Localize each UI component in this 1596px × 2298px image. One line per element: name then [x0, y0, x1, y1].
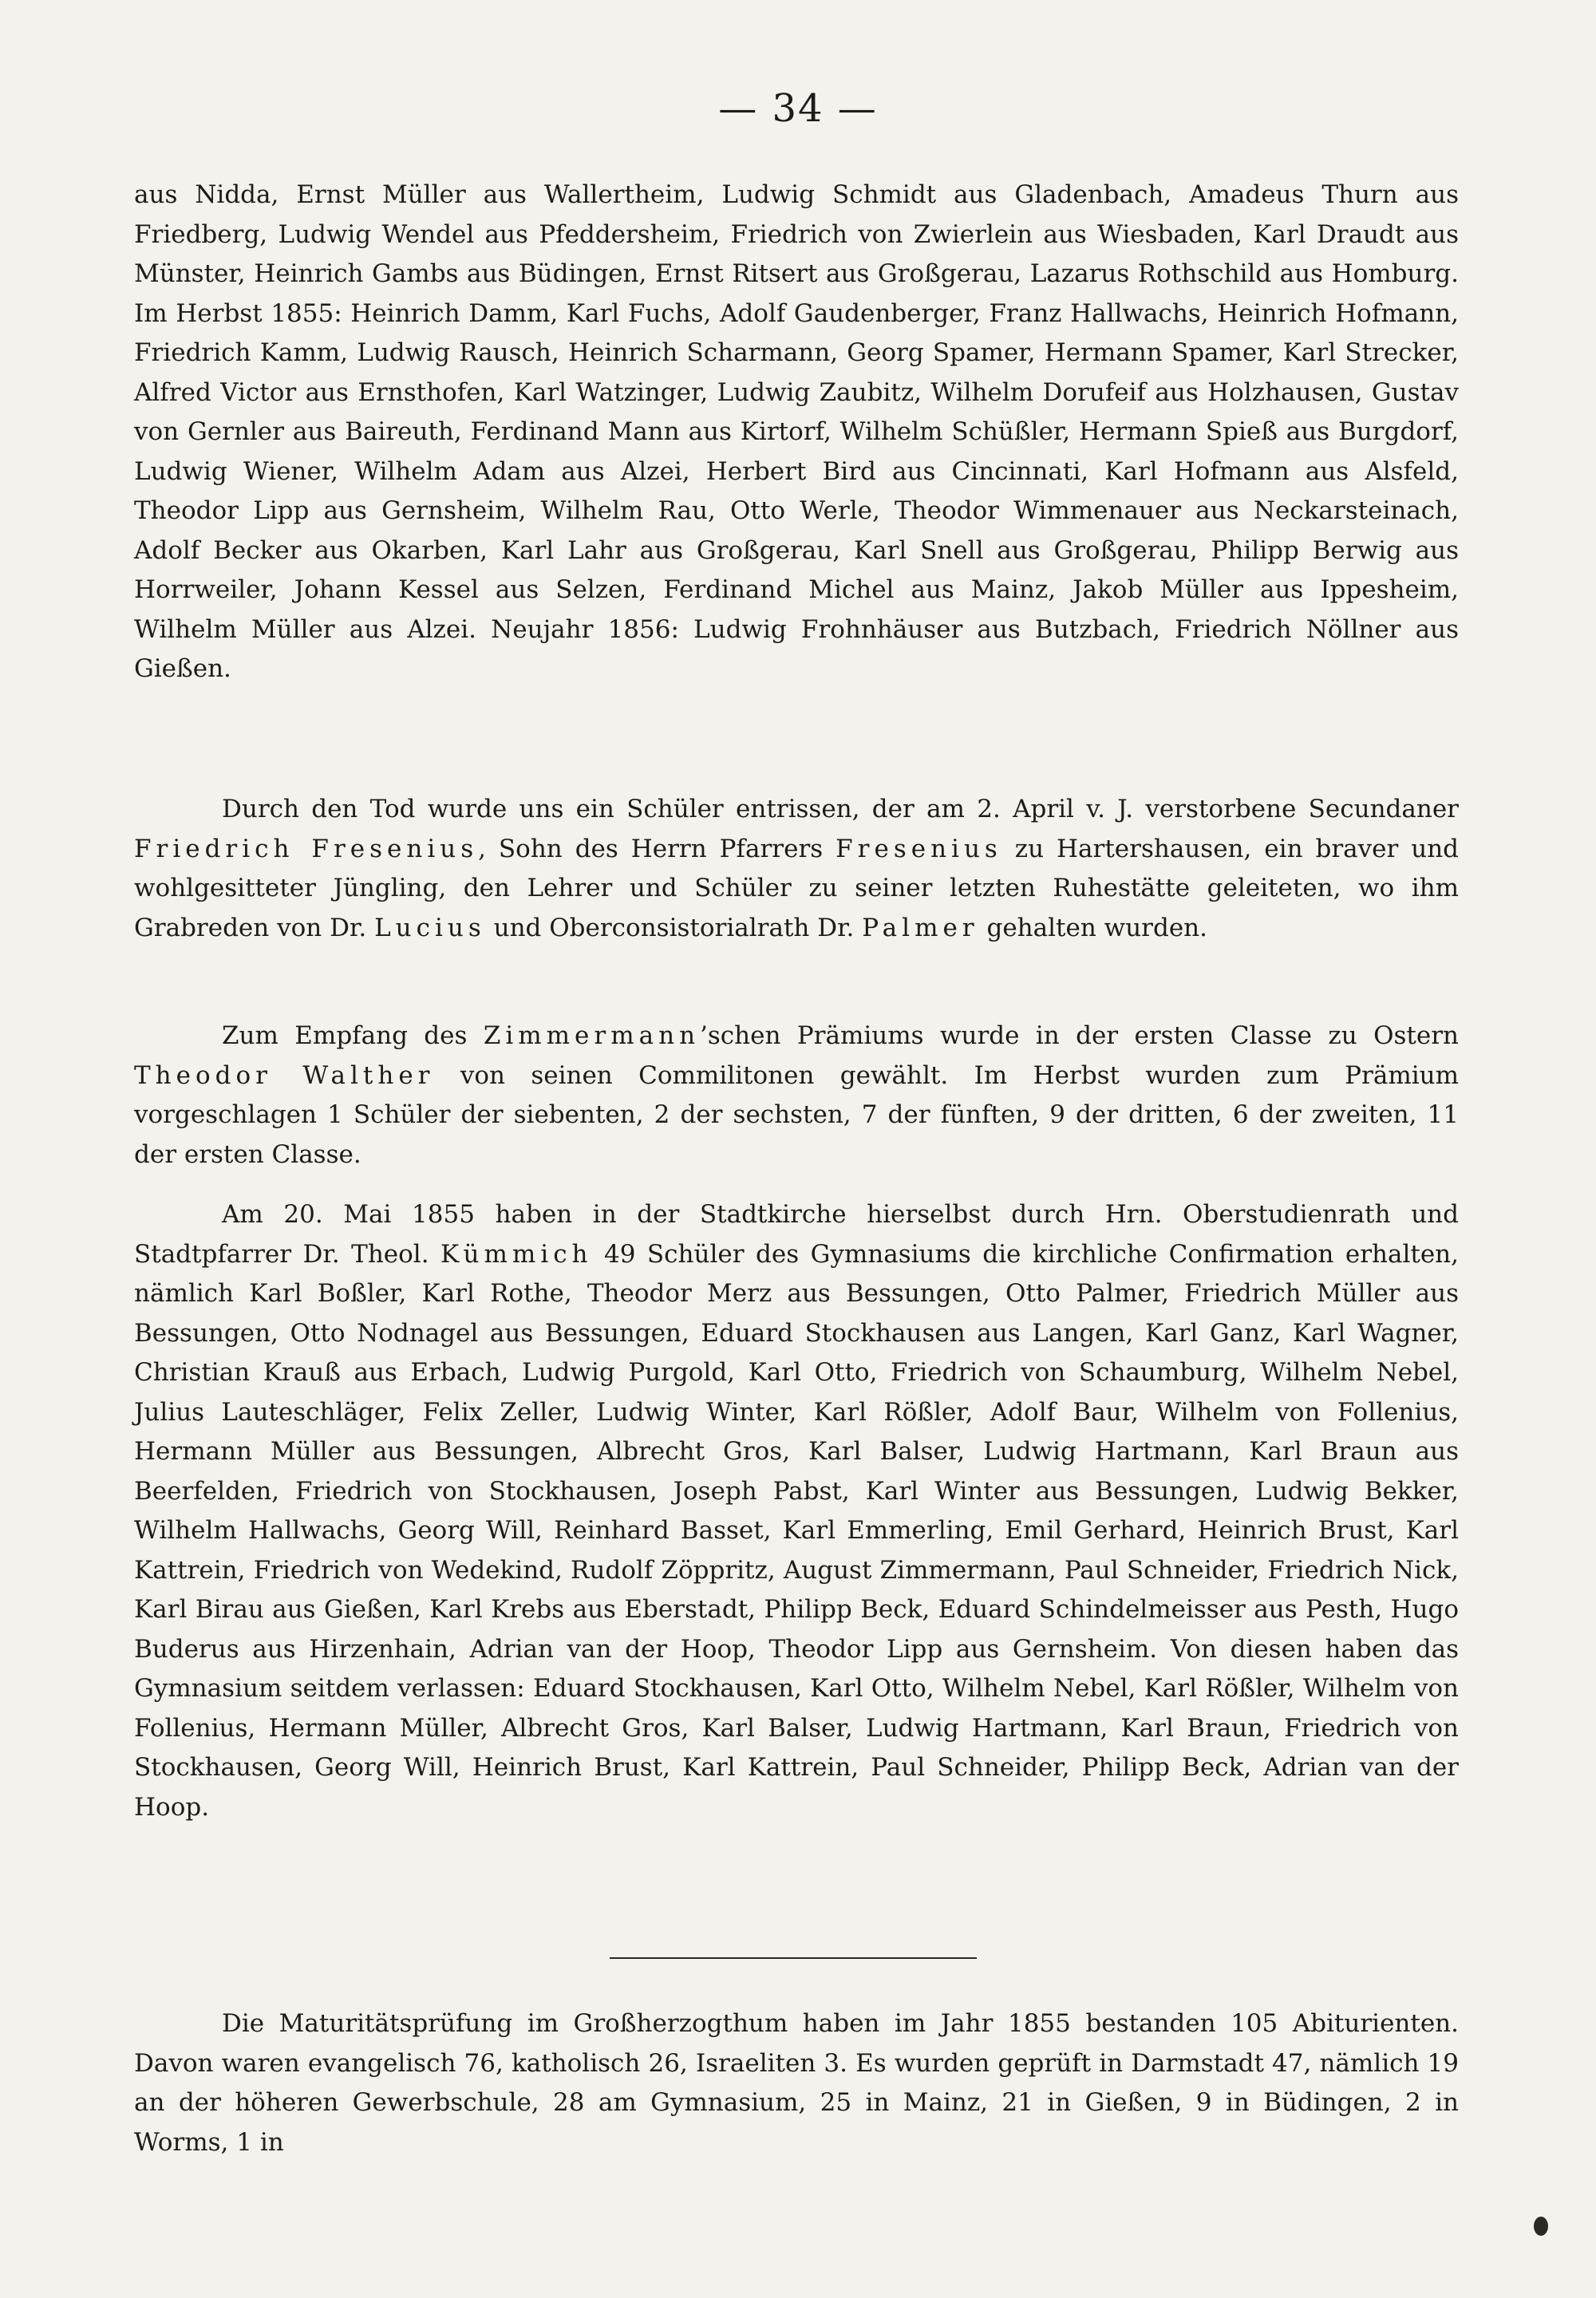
paragraph-premium [134, 1017, 1459, 1175]
text-run: Durch den Tod wurde uns ein Schüler entrissen, der am 2. April v. J. verstorbene Secundaner [222, 795, 1459, 823]
section-divider [610, 1957, 977, 1959]
text-run: und Oberconsistorialrath Dr. [485, 913, 863, 942]
spaced-name: Lucius [374, 913, 486, 942]
text-run: Am 20. Mai 1855 haben in der Stadtkirche hierselbst durch Hrn. Oberstudienrath und Stadtpfarrer Dr. Theol. [134, 1200, 1459, 1269]
text-run: von seinen Commilitonen gewählt. Im Herbst wurden zum Prämium vorgeschlagen 1 Schüler der siebenten, 2 der sechsten, 7 der fünften, 9 der dritten, 6 der zweiten, 11 der ersten Classe. [134, 1060, 1459, 1169]
text-run: 49 Schüler des Gymnasiums die kirchliche Confirmation erhalten, nämlich Karl Boßler, Karl Rothe, Theodor Merz aus Bessungen, Otto Palmer, Friedrich Müller aus Bessungen, Otto Nodnagel aus Bessungen, Eduard Stockhausen aus Langen, Karl Ganz, Karl Wagner, Christian Krauß aus Erbach, Ludwig Purgold, Karl Otto, Friedrich von Schaumburg, Wilhelm Nebel, Julius Lauteschläger, Felix Zeller, Ludwig Winter, Karl Rößler, Adolf Baur, Wilhelm von Follenius, Hermann Müller aus Bessungen, Albrecht Gros, Karl Balser, Ludwig Hartmann, Karl Braun aus Beerfelden, Friedrich von Stockhausen, Joseph Pabst, Karl Winter aus Bessungen, Ludwig Bekker, Wilhelm Hallwachs, Georg Will, Reinhard Basset, Karl Emmerling, Emil Gerhard, Heinrich Brust, Karl Kattrein, Friedrich von Wedekind, Rudolf Zöppritz, August Zimmermann, Paul Schneider, Friedrich Nick, Karl Birau aus Gießen, Karl Krebs aus Eberstadt, Philipp Beck, Eduard Schindelmeisser aus Pesth, Hugo Buderus aus Hirzenhain, Adrian van der Hoop, Theodor Lipp aus Gernsheim. Von diesen haben das Gymnasium seitdem verlassen: Eduard Stockhausen, Karl Otto, Wilhelm Nebel, Karl Rößler, Wilhelm von Follenius, Hermann Müller, Albrecht Gros, Karl Balser, Ludwig Hartmann, Karl Braun, Friedrich von Stockhausen, Georg Will, Heinrich Brust, Karl Kattrein, Paul Schneider, Philipp Beck, Adrian van der Hoop. [134, 1239, 1459, 1822]
text-run: Zum Empfang des [222, 1021, 484, 1050]
text-run: zu Hartershausen, ein braver und wohlgesitteter Jüngling, den Lehrer und Schüler zu seiner letzten Ruhestätte geleiteten, wo ihm Grabreden von Dr. [134, 834, 1460, 942]
text-run: gehalten wurden. [978, 913, 1207, 942]
paragraph-death-notice [134, 790, 1459, 948]
text-run: ’schen Prämiums wurde in der ersten Classe zu Ostern [700, 1021, 1460, 1050]
spaced-name: Palmer [862, 913, 979, 942]
spaced-name: Kümmich [440, 1239, 593, 1269]
spaced-name: Friedrich Fresenius [134, 834, 479, 863]
spaced-name: Fresenius [836, 834, 1002, 863]
text-run: , Sohn des Herrn Pfarrers [478, 834, 836, 863]
paragraph-maturity-exam: Die Maturitätsprüfung im Großherzogthum haben im Jahr 1855 bestanden 105 Abiturienten. Davon waren evangelisch 76, katholisch 26, Israeliten 3. Es wurden geprüft in Darmstadt 47, nämlich 19 an der höheren Gewerbschule, 28 am Gymnasium, 25 in Mainz, 21 in Gießen, 9 in Büdingen, 2 in Worms, 1 in [134, 2009, 1459, 2157]
page-number: — 34 — [718, 86, 878, 131]
spaced-name: Theodor Walther [134, 1060, 435, 1090]
paragraph-confirmation [134, 1195, 1459, 1827]
ink-speck [1534, 2217, 1548, 2236]
paragraph-student-list: aus Nidda, Ernst Müller aus Wallertheim, Ludwig Schmidt aus Gladenbach, Amadeus Thurn aus Friedberg, Ludwig Wendel aus Pfeddersheim, Friedrich von Zwierlein aus Wiesbaden, Karl Draudt aus Münster, Heinrich Gambs aus Büdingen, Ernst Ritsert aus Großgerau, Lazarus Rothschild aus Homburg. Im Herbst 1855: Heinrich Damm, Karl Fuchs, Adolf Gaudenberger, Franz Hallwachs, Heinrich Hofmann, Friedrich Kamm, Ludwig Rausch, Heinrich Scharmann, Georg Spamer, Hermann Spamer, Karl Strecker, Alfred Victor aus Ernsthofen, Karl Watzinger, Ludwig Zaubitz, Wilhelm Dorufeif aus Holzhausen, Gustav von Gernler aus Baireuth, Ferdinand Mann aus Kirtorf, Wilhelm Schüßler, Hermann Spieß aus Burgdorf, Ludwig Wiener, Wilhelm Adam aus Alzei, Herbert Bird aus Cincinnati, Karl Hofmann aus Alsfeld, Theodor Lipp aus Gernsheim, Wilhelm Rau, Otto Werle, Theodor Wimmenauer aus Neckarsteinach, Adolf Becker aus Okarben, Karl Lahr aus Großgerau, Karl Snell aus Großgerau, Philipp Berwig aus Horrweiler, Johann Kessel aus Selzen, Ferdinand Michel aus Mainz, Jakob Müller aus Ippesheim, Wilhelm Müller aus Alzei. Neujahr 1856: Ludwig Frohnhäuser aus Butzbach, Friedrich Nöllner aus Gießen. [134, 180, 1459, 683]
spaced-name: Zimmermann [483, 1021, 701, 1050]
